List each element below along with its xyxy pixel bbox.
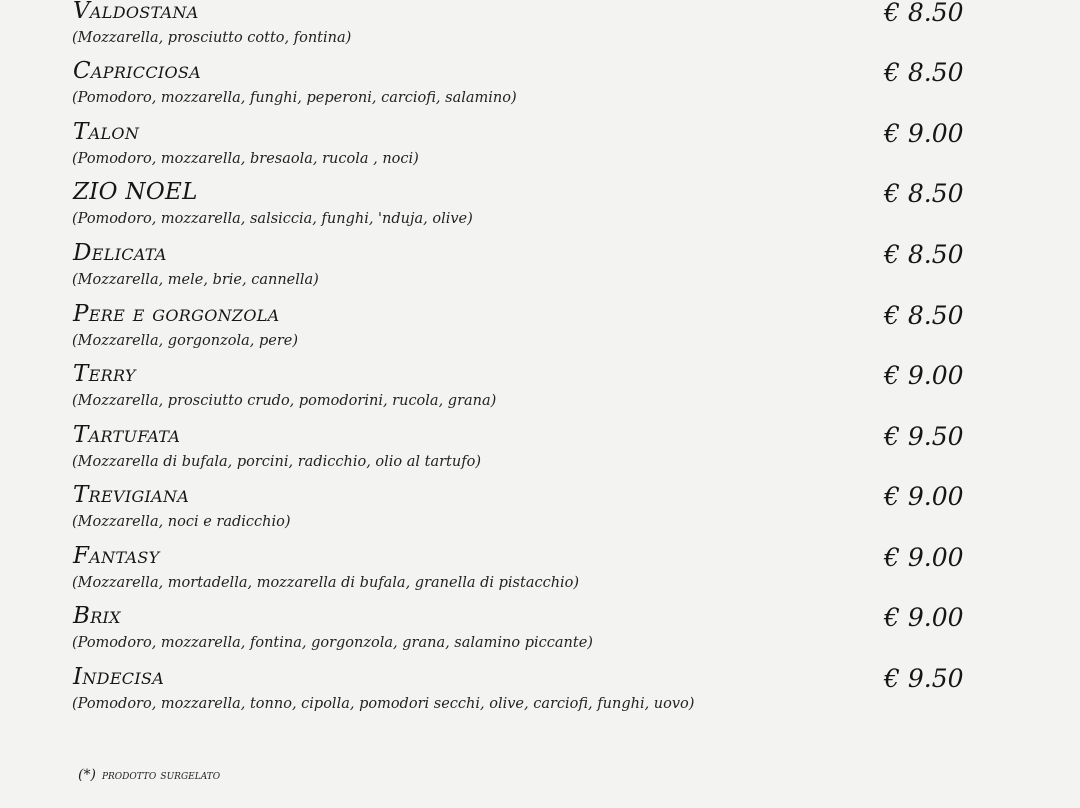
footnote-text: prodotto surgelato (101, 768, 221, 783)
item-ingredients: (Pomodoro, mozzarella, funghi, peperoni, carciofi, salamino) (72, 90, 517, 106)
item-ingredients: (Pomodoro, mozzarella, fontina, gorgonzola, grana, salamino piccante) (72, 635, 593, 651)
item-ingredients: (Mozzarella, noci e radicchio) (72, 514, 291, 530)
item-ingredients: (Pomodoro, mozzarella, bresaola, rucola , noci) (72, 151, 419, 167)
item-ingredients: (Mozzarella di bufala, porcini, radicchio, olio al tartufo) (72, 454, 481, 470)
item-name: Capricciosa (73, 58, 202, 84)
item-ingredients: (Pomodoro, mozzarella, tonno, cipolla, pomodori secchi, olive, carciofi, funghi, uovo) (72, 696, 695, 712)
item-ingredients: (Mozzarella, prosciutto cotto, fontina) (72, 30, 352, 46)
item-price: € 9.00 (884, 543, 964, 572)
item-name: Delicata (73, 240, 167, 266)
item-price: € 9.00 (884, 361, 964, 390)
item-name: ZIO NOEL (73, 179, 198, 205)
item-name: Fantasy (73, 543, 160, 569)
item-name: Valdostana (73, 0, 199, 24)
item-price: € 9.00 (884, 482, 964, 511)
item-ingredients: (Mozzarella, mortadella, mozzarella di bufala, granella di pistacchio) (72, 575, 580, 591)
item-price: € 9.00 (884, 119, 964, 148)
item-price: € 8.50 (884, 240, 964, 269)
item-ingredients: (Mozzarella, mele, brie, cannella) (72, 272, 319, 288)
footnote (78, 767, 220, 783)
item-name: Trevigiana (73, 482, 190, 508)
menu-item (0, 664, 1080, 739)
item-price: € 8.50 (884, 301, 964, 330)
item-price: € 8.50 (884, 179, 964, 208)
item-ingredients: (Pomodoro, mozzarella, salsiccia, funghi, 'nduja, olive) (72, 211, 473, 227)
item-ingredients: (Mozzarella, gorgonzola, pere) (72, 333, 299, 349)
item-name: Tartufata (73, 422, 181, 448)
item-price: € 9.00 (884, 603, 964, 632)
item-ingredients: (Mozzarella, prosciutto crudo, pomodorini, rucola, grana) (72, 393, 497, 409)
item-name: Terry (73, 361, 136, 387)
item-name: Talon (73, 119, 140, 145)
item-name: Indecisa (73, 664, 165, 690)
item-name: Brix (73, 603, 121, 629)
item-name: Pere e gorgonzola (73, 301, 280, 327)
item-price: € 8.50 (884, 0, 964, 27)
item-price: € 9.50 (884, 422, 964, 451)
footnote-mark: (*) (78, 767, 96, 783)
item-price: € 8.50 (884, 58, 964, 87)
item-price: € 9.50 (884, 664, 964, 693)
